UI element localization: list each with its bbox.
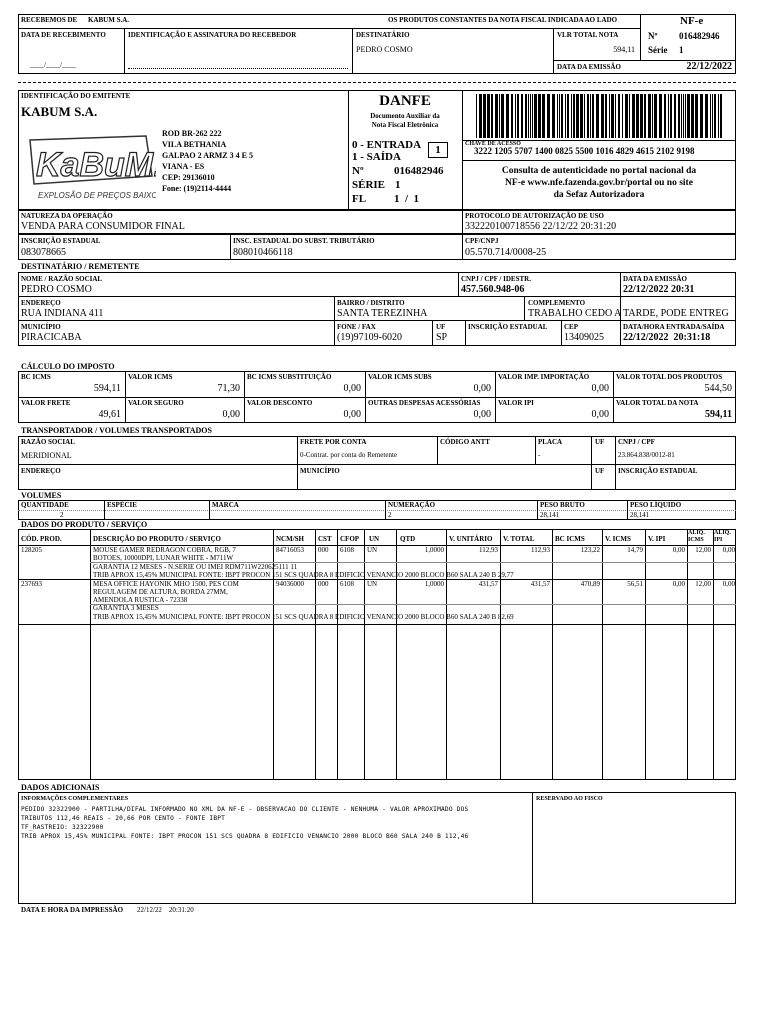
prod-cst: 000	[318, 580, 329, 588]
barcode-bar	[587, 94, 589, 138]
dest-cpf-value: 457.560.948-06	[461, 284, 525, 295]
prod-vtotal: 431,57	[530, 580, 550, 588]
transp-frete-value: 0-Contrat. por conta do Remetente	[300, 451, 397, 459]
kabum-logo	[24, 132, 156, 206]
prod-header-vunit: V. UNITÁRIO	[449, 535, 493, 543]
prod-header-descricao: DESCRIÇÃO DO PRODUTO / SERVIÇO	[93, 535, 221, 543]
barcode-bar	[528, 94, 529, 138]
danfe-saida: 1 - SAÍDA	[352, 151, 401, 163]
barcode-bar	[573, 94, 575, 138]
imposto-seguro-value: 0,00	[222, 409, 240, 420]
cnpj-label: CPF/CNPJ	[465, 237, 499, 245]
barcode-bar	[592, 94, 594, 138]
chave-consulta: Consulta de autenticidade no portal nacional da NF-e www.nfe.fazenda.gov.br/portal ou no site da Sefaz Autorizadora	[501, 166, 697, 200]
dest-cpf-label: CNPJ / CPF / IDESTR.	[461, 275, 531, 283]
prod-info: GARANTIA 12 MESES - N.SERIE OU IMEI RDM711W220625111 11	[93, 563, 298, 571]
canhoto-destinatario-label: DESTINATÁRIO	[356, 31, 410, 39]
canhoto-vlr-total-label: VLR TOTAL NOTA	[557, 31, 619, 39]
svg-text:EXPLOSÃO DE PREÇOS BAIXOS!: EXPLOSÃO DE PREÇOS BAIXOS!	[38, 191, 156, 200]
imposto-valor-icms-label: VALOR ICMS	[128, 373, 173, 381]
adicionais-info-text	[21, 805, 468, 841]
emitente-section-label: IDENTIFICAÇÃO DO EMITENTE	[21, 92, 131, 100]
barcode-bar	[601, 94, 604, 138]
canhoto-assinatura-line[interactable]	[128, 68, 348, 69]
dest-nome-value: PEDRO COSMO	[21, 284, 92, 295]
emitente-endereco-line: VILA BETHANIA	[162, 140, 227, 149]
barcode-bar	[674, 94, 676, 138]
chave-label: CHAVE DE ACESSO	[465, 141, 521, 147]
emitente-endereco-line: VIANA - ES	[162, 162, 205, 171]
ie-st-value: 808010466118	[233, 247, 293, 258]
barcode-bar	[685, 94, 686, 138]
danfe-tipo-box: 1	[428, 142, 448, 158]
prod-header-bc: BC ICMS	[555, 535, 585, 543]
danfe-numero: 016482946	[394, 165, 444, 177]
ie-st-label: INSC. ESTADUAL DO SUBST. TRIBUTÁRIO	[233, 237, 375, 245]
prod-header-un: UN	[369, 535, 380, 543]
barcode-bar	[567, 94, 569, 138]
imposto-seguro-label: VALOR SEGURO	[128, 399, 184, 407]
transp-ie-label: INSCRIÇÃO ESTADUAL	[618, 467, 698, 475]
barcode-bar	[596, 94, 599, 138]
barcode-bar	[557, 94, 558, 138]
barcode-bar	[615, 94, 616, 138]
vol-marca-label: MARCA	[212, 501, 239, 509]
canhoto-recebemos-label: RECEBEMOS DE	[21, 16, 78, 24]
ie-box	[18, 234, 736, 260]
vol-peso-bruto-label: PESO BRUTO	[540, 501, 585, 509]
barcode-bar	[625, 94, 628, 138]
barcode-bar	[565, 94, 566, 138]
barcode-bar	[664, 94, 666, 138]
transp-cnpj-label: CNPJ / CPF	[618, 438, 655, 446]
prod-codigo: 237693	[21, 580, 42, 588]
prod-un: UN	[367, 580, 378, 588]
svg-text:KaBuM!: KaBuM!	[36, 146, 156, 184]
barcode-bar	[629, 94, 630, 138]
imposto-importacao-label: VALOR IMP. IMPORTAÇÃO	[498, 373, 590, 381]
canhoto-separator	[18, 82, 736, 83]
barcode-bar	[648, 94, 651, 138]
canhoto-numero-value: 016482946	[679, 31, 720, 41]
canhoto-data-emissao-label: DATA DA EMISSÃO	[557, 63, 621, 71]
imposto-outras-value: 0,00	[473, 409, 491, 420]
canhoto-numero-label: Nº	[648, 31, 658, 41]
prod-bc: 123,22	[580, 546, 600, 554]
barcode-bar	[687, 94, 690, 138]
table-row	[18, 546, 736, 580]
prod-header-codigo: CÓD. PROD.	[21, 535, 62, 543]
barcode-bar	[720, 94, 722, 138]
prod-header-vipi: V. IPI	[648, 535, 666, 543]
barcode-bar	[668, 94, 669, 138]
canhoto-vlr-total-value: 594,11	[613, 45, 635, 54]
barcode-bar	[683, 94, 684, 138]
imposto-section-label: CÁLCULO DO IMPOSTO	[21, 362, 115, 371]
impressao-label: DATA E HORA DA IMPRESSÃO	[21, 906, 124, 914]
danfe-title: DANFE	[379, 93, 431, 109]
cnpj-value: 05.570.714/0008-25	[465, 247, 547, 258]
imposto-valor-icms-value: 71,30	[217, 383, 240, 394]
barcode	[474, 94, 728, 138]
dest-fone-label: FONE / FAX	[337, 323, 376, 331]
vol-numeracao-value: 2	[388, 511, 392, 519]
barcode-bar	[534, 94, 537, 138]
transp-uf2-label: UF	[595, 467, 605, 475]
barcode-bar	[576, 94, 579, 138]
barcode-bar	[547, 94, 550, 138]
vol-quantidade-label: QUANTIDADE	[21, 501, 69, 509]
prod-bc: 470,89	[580, 580, 600, 588]
barcode-bar	[654, 94, 657, 138]
impressao-value: 22/12/22 20:31:20	[137, 906, 194, 914]
barcode-bar	[517, 94, 519, 138]
emitente-endereco	[162, 128, 253, 194]
prod-aliq-icms: 12,00	[695, 580, 711, 588]
vol-numeracao-label: NUMERAÇÃO	[388, 501, 436, 509]
prod-info: TRIB APROX 15,45% MUNICIPAL FONTE: IBPT PROCON 151 SCS QUADRA 8 EDIFICIO VENANCIO 2000 BLOCO B60 SALA 240 B 82,69	[93, 613, 514, 621]
imposto-desconto-value: 0,00	[343, 409, 361, 420]
chave-value: 3222 1205 5707 1400 0825 5500 1016 4829 4615 2102 9198	[474, 146, 695, 156]
transp-placa-label: PLACA	[538, 438, 563, 446]
barcode-bar	[714, 94, 716, 138]
dest-complemento-label: COMPLEMENTO	[528, 299, 586, 307]
dest-uf-label: UF	[436, 323, 446, 331]
barcode-bar	[609, 94, 610, 138]
imposto-outras-label: OUTRAS DESPESAS ACESSÓRIAS	[368, 399, 481, 407]
barcode-bar	[476, 94, 477, 138]
barcode-bar	[695, 94, 698, 138]
dest-ie-label: INSCRIÇÃO ESTADUAL	[468, 323, 548, 331]
prod-header-vicms: V. ICMS	[605, 535, 631, 543]
prod-vunit: 431,57	[478, 580, 498, 588]
barcode-bar	[530, 94, 531, 138]
imposto-total-produtos-value: 544,50	[704, 383, 732, 394]
transportador-section-label: TRANSPORTADOR / VOLUMES TRANSPORTADOS	[21, 426, 212, 435]
adicionais-info-line: TF_RASTREIO: 32322900	[21, 824, 104, 831]
dest-data-emissao-value: 22/12/2022 20:31	[623, 284, 695, 295]
prod-cst: 000	[318, 546, 329, 554]
transp-frete-label: FRETE POR CONTA	[300, 438, 367, 446]
imposto-desconto-label: VALOR DESCONTO	[247, 399, 313, 407]
canhoto-nfe-label: NF-e	[680, 15, 704, 27]
imposto-ipi-value: 0,00	[591, 409, 609, 420]
emitente-endereco-line: ROD BR-262 222	[162, 129, 222, 138]
barcode-bar	[495, 94, 498, 138]
prod-codigo: 128205	[21, 546, 42, 554]
barcode-bar	[632, 94, 635, 138]
prod-header-vtotal: V. TOTAL	[503, 535, 535, 543]
barcode-bar	[515, 94, 516, 138]
emitente-endereco-line: CEP: 29136010	[162, 173, 215, 182]
emitente-endereco-line: GALPAO 2 ARMZ 3 4 E 5	[162, 151, 253, 160]
barcode-bar	[618, 94, 620, 138]
imposto-frete-label: VALOR FRETE	[21, 399, 71, 407]
barcode-bar	[678, 94, 680, 138]
barcode-bar	[712, 94, 713, 138]
adicionais-info-line: TRIBUTOS 112,46 REAIS - 20,66 POR CENTO - FONTE IBPT	[21, 815, 226, 822]
dest-municipio-label: MUNICÍPIO	[21, 323, 61, 331]
danfe-subtitle: Documento Auxiliar da Nota Fiscal Eletrônica	[370, 112, 440, 129]
adicionais-info-line: PEDIDO 32322900 - PARTILHA/DIFAL INFORMADO NO XML DA NF-E - OBSERVACAO DO CLIENTE - NENHUMA - VALOR APROXIMADO DOS	[21, 806, 469, 813]
imposto-bc-subst-value: 0,00	[343, 383, 361, 394]
barcode-bar	[640, 94, 643, 138]
prod-qtd: 1,0000	[424, 580, 444, 588]
barcode-bar	[622, 94, 623, 138]
prod-ncm: 94036000	[276, 580, 304, 588]
prod-ncm: 84716053	[276, 546, 304, 554]
imposto-bc-icms-label: BC ICMS	[21, 373, 51, 381]
danfe-entrada: 0 - ENTRADA	[352, 139, 422, 151]
barcode-bar	[559, 94, 560, 138]
dest-cep-label: CEP	[564, 323, 578, 331]
imposto-ipi-label: VALOR IPI	[498, 399, 534, 407]
barcode-icon	[474, 94, 728, 138]
ie-value: 083078665	[21, 247, 66, 258]
barcode-bar	[705, 94, 708, 138]
dest-bairro-label: BAIRRO / DISTRITO	[337, 299, 405, 307]
canhoto-serie-value: 1	[679, 45, 684, 55]
canhoto-data-recebimento-value[interactable]: ____/____/____	[30, 61, 76, 69]
dest-endereco-value: RUA INDIANA 411	[21, 308, 104, 319]
barcode-bar	[659, 94, 662, 138]
danfe-serie-label: SÉRIE	[352, 179, 386, 191]
barcode-bar	[590, 94, 591, 138]
produtos-section-label: DADOS DO PRODUTO / SERVIÇO	[21, 520, 148, 529]
barcode-bar	[532, 94, 533, 138]
ie-label: INSCRIÇÃO ESTADUAL	[21, 237, 101, 245]
barcode-bar	[670, 94, 672, 138]
prod-vtotal: 112,93	[531, 546, 550, 554]
prod-aliq-icms: 12,00	[695, 546, 711, 554]
barcode-bar	[511, 94, 513, 138]
kabum-logo-icon	[24, 132, 156, 206]
barcode-bar	[525, 94, 527, 138]
prod-aliq-ipi: 0,00	[722, 546, 735, 554]
vol-peso-bruto-value: 28,141	[540, 511, 560, 519]
destinatario-section-label: DESTINATÁRIO / REMETENTE	[21, 262, 140, 271]
vol-quantidade-value: 2	[60, 511, 64, 519]
transp-razao-label: RAZÃO SOCIAL	[21, 438, 75, 446]
barcode-bar	[571, 94, 572, 138]
barcode-bar	[561, 94, 563, 138]
canhoto-serie-label: Série	[648, 45, 668, 55]
canhoto-data-recebimento-label: DATA DE RECEBIMENTO	[21, 31, 106, 39]
prod-descricao: MESA OFFICE HAYONIK MHO 1500, PES COM REGULAGEM DE ALTURA, BORDA 27MM, AMENDOLA RUSTICA - 72338	[93, 580, 239, 604]
canhoto-recebemos-empresa: KABUM S.A.	[88, 16, 130, 24]
transp-cnpj-value: 23.864.838/0012-81	[618, 451, 675, 459]
emitente-nome: KABUM S.A.	[21, 104, 98, 119]
table-row	[18, 580, 736, 624]
barcode-bar	[636, 94, 639, 138]
prod-vunit: 112,93	[479, 546, 498, 554]
imposto-icms-subs-value: 0,00	[473, 383, 491, 394]
barcode-bar	[652, 94, 653, 138]
prod-header-ncm: NCM/SH	[276, 535, 304, 543]
protocolo-label: PROTOCOLO DE AUTORIZAÇÃO DE USO	[465, 212, 604, 220]
imposto-importacao-value: 0,00	[591, 383, 609, 394]
dest-data-saida-label: DATA/HORA ENTRADA/SAÍDA	[623, 323, 725, 331]
prod-qtd: 1,0000	[424, 546, 444, 554]
danfe-numero-label: Nº	[352, 165, 364, 177]
vol-peso-liquido-label: PESO LÍQUIDO	[630, 501, 682, 509]
barcode-bar	[501, 94, 504, 138]
prod-vicms: 14,79	[627, 546, 643, 554]
danfe-serie: 1	[395, 179, 401, 191]
protocolo-value: 332220100718556 22/12/22 20:31:20	[465, 221, 617, 232]
barcode-bar	[710, 94, 711, 138]
volumes-section-label: VOLUMES	[21, 491, 62, 500]
dest-endereco-label: ENDEREÇO	[21, 299, 61, 307]
prod-header-qtd: QTD	[400, 535, 416, 543]
imposto-total-nota-label: VALOR TOTAL DA NOTA	[616, 399, 699, 407]
adicionais-info-line: TRIB APROX 15,45% MUNICIPAL FONTE: IBPT PROCON 151 SCS QUADRA 8 EDIFICIO VENANCIO 2000 BLOCO B60 SALA 240 B 112,46	[21, 833, 469, 840]
prod-aliq-ipi: 0,00	[722, 580, 735, 588]
imposto-bc-subst-label: BC ICMS SUBSTITUIÇÃO	[247, 373, 332, 381]
dest-complemento-value: TRABALHO CEDO A TARDE, PODE ENTREG	[528, 308, 729, 319]
prod-info: TRIB APROX 15,45% MUNICIPAL FONTE: IBPT PROCON 151 SCS QUADRA 8 EDIFICIO VENANCIO 2000 BLOCO B60 SALA 240 B 29,77	[93, 571, 514, 579]
prod-vipi: 0,00	[672, 580, 685, 588]
prod-header-cfop: CFOP	[340, 535, 360, 543]
emitente-endereco-line: Fone: (19)2114-4444	[162, 184, 232, 193]
barcode-bar	[491, 94, 493, 138]
barcode-bar	[521, 94, 523, 138]
transp-razao-value: MERIDIONAL	[21, 451, 72, 460]
natureza-value: VENDA PARA CONSUMIDOR FINAL	[21, 221, 185, 232]
dest-fone-value: (19)97109-6020	[337, 332, 402, 343]
imposto-frete-value: 49,61	[98, 409, 121, 420]
barcode-bar	[552, 94, 555, 138]
barcode-bar	[691, 94, 694, 138]
dest-uf-value: SP	[436, 332, 448, 343]
canhoto-destinatario-value: PEDRO COSMO	[356, 45, 413, 54]
imposto-total-nota-value: 594,11	[705, 409, 732, 420]
prod-descricao: MOUSE GAMER REDRAGON COBRA, RGB, 7 BOTOES, 10000DPI, LUNAR WHITE - M711W	[93, 546, 236, 562]
barcode-bar	[487, 94, 490, 138]
imposto-icms-subs-label: VALOR ICMS SUBS	[368, 373, 432, 381]
barcode-bar	[611, 94, 614, 138]
dest-nome-label: NOME / RAZÃO SOCIAL	[21, 275, 103, 283]
danfe-fl-label: FL	[352, 193, 367, 205]
adicionais-fisco-label: RESERVADO AO FISCO	[536, 796, 603, 802]
prod-cfop: 6108	[340, 546, 354, 554]
dest-municipio-value: PIRACICABA	[21, 332, 82, 343]
transp-municipio-label: MUNICÍPIO	[300, 467, 340, 475]
barcode-bar	[479, 94, 482, 138]
transp-endereco-label: ENDEREÇO	[21, 467, 61, 475]
transp-uf-label: UF	[595, 438, 605, 446]
prod-header-cst: CST	[318, 535, 332, 543]
barcode-bar	[483, 94, 486, 138]
adicionais-section-label: DADOS ADICIONAIS	[21, 783, 100, 792]
barcode-bar	[542, 94, 545, 138]
imposto-bc-icms-value: 594,11	[93, 383, 121, 394]
danfe-fl-value: 1 / 1	[394, 193, 420, 205]
transp-antt-label: CÓDIGO ANTT	[440, 438, 490, 446]
prod-header-aliq-icms: ALIQ. ICMS	[688, 530, 705, 543]
prod-un: UN	[367, 546, 378, 554]
prod-vipi: 0,00	[672, 546, 685, 554]
barcode-bar	[580, 94, 583, 138]
barcode-bar	[700, 94, 703, 138]
barcode-bar	[506, 94, 509, 138]
canhoto-data-emissao-value: 22/12/2022	[686, 61, 732, 72]
canhoto-produtos-text: OS PRODUTOS CONSTANTES DA NOTA FISCAL INDICADA AO LADO	[388, 16, 618, 24]
prod-header-aliq-ipi: ALIQ. IPI	[714, 530, 731, 543]
barcode-bar	[718, 94, 719, 138]
barcode-bar	[499, 94, 500, 138]
barcode-bar	[644, 94, 646, 138]
imposto-total-produtos-label: VALOR TOTAL DOS PRODUTOS	[616, 373, 723, 381]
vol-peso-liquido-value: 28,141	[630, 511, 650, 519]
prod-info: GARANTIA 3 MESES	[93, 604, 159, 612]
barcode-bar	[538, 94, 541, 138]
canhoto-identificacao-label: IDENTIFICAÇÃO E ASSINATURA DO RECEBEDOR	[128, 31, 297, 39]
adicionais-info-label: INFORMAÇÕES COMPLEMENTARES	[21, 796, 129, 802]
dest-data-saida-value: 22/12/2022 20:31:18	[623, 332, 711, 343]
prod-vicms: 56,51	[627, 580, 643, 588]
dest-bairro-value: SANTA TEREZINHA	[337, 308, 428, 319]
barcode-bar	[584, 94, 585, 138]
barcode-bar	[681, 94, 682, 138]
transp-placa-value: -	[538, 451, 541, 459]
dest-data-emissao-label: DATA DA EMISSÃO	[623, 275, 687, 283]
dest-cep-value: 13409025	[564, 332, 604, 343]
natureza-label: NATUREZA DA OPERAÇÃO	[21, 212, 113, 220]
prod-cfop: 6108	[340, 580, 354, 588]
vol-especie-label: ESPÉCIE	[107, 501, 137, 509]
barcode-bar	[605, 94, 607, 138]
